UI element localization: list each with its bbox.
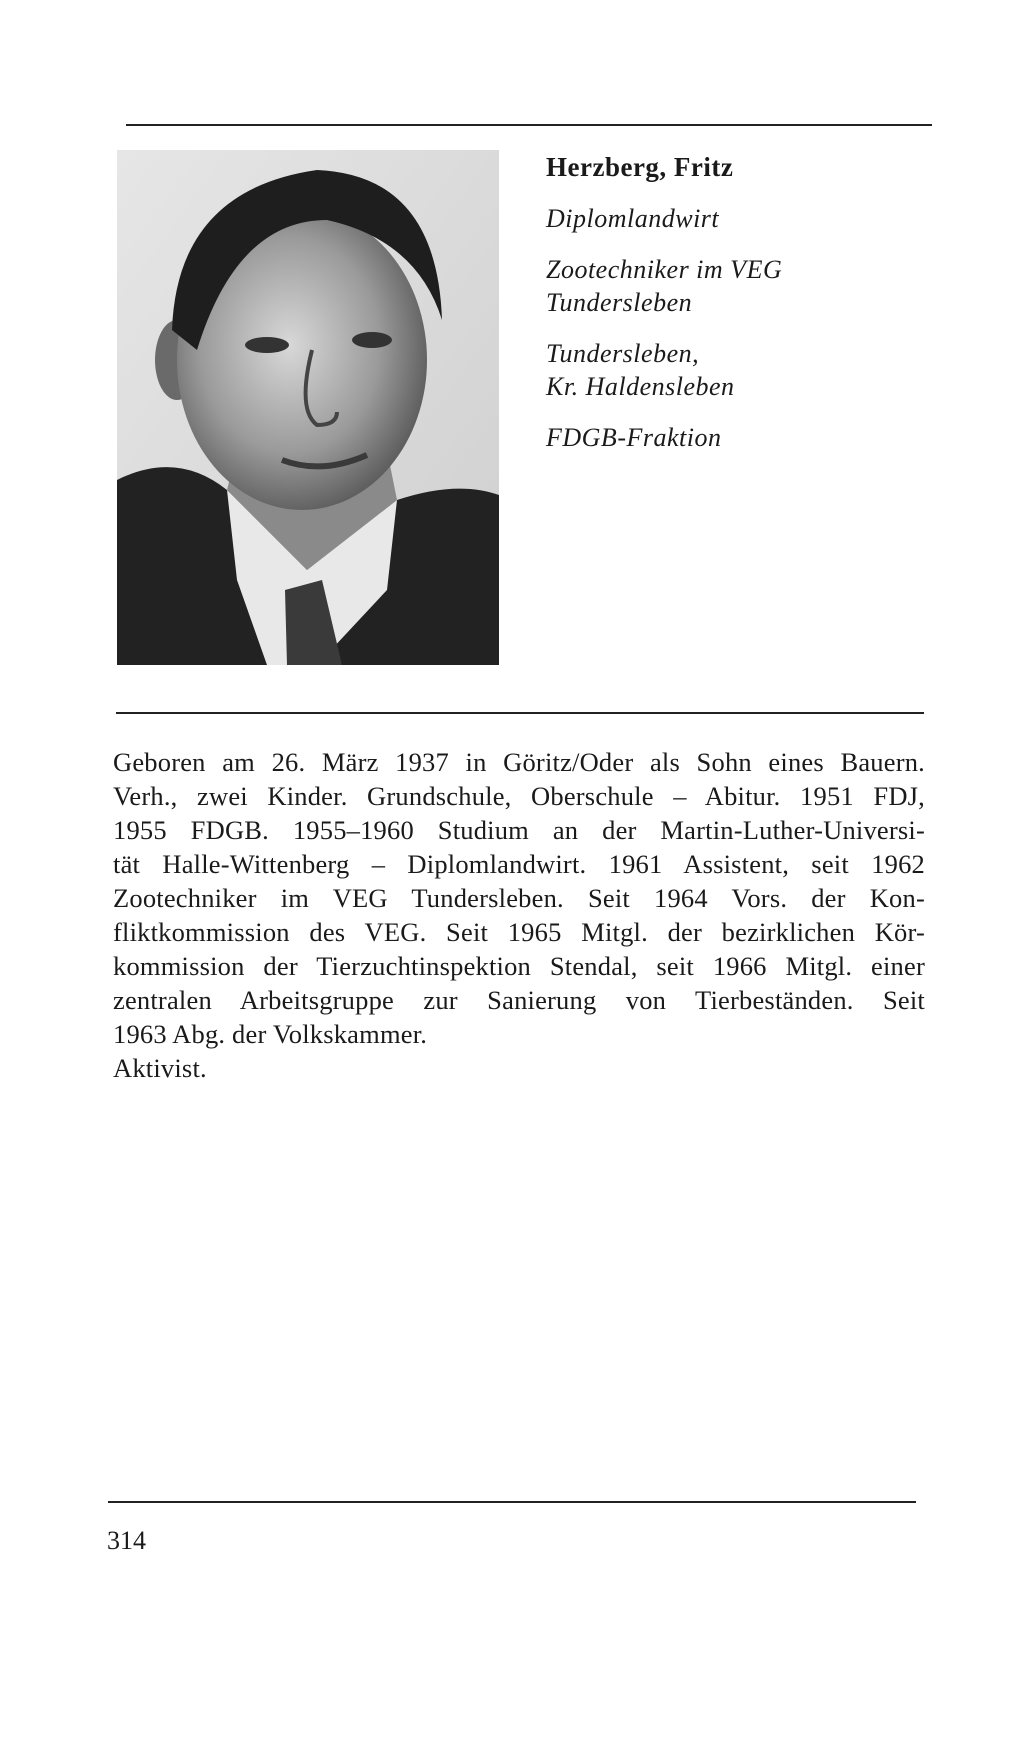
biography-line: Geboren am 26. März 1937 in Göritz/Oder als Sohn eines Bauern. (113, 747, 925, 777)
residence-line: Kr. Haldensleben (546, 372, 735, 401)
position-line: Zootechniker im VEG (546, 255, 783, 284)
middle-rule (116, 712, 924, 714)
position-line: Tundersleben (546, 288, 693, 317)
residence-line: Tundersleben, (546, 339, 700, 368)
biography-line: 1955 FDGB. 1955–1960 Studium an der Martin-Luther-Universi- (113, 815, 925, 845)
person-name: Herzberg, Fritz (546, 152, 734, 182)
position-block (546, 253, 926, 319)
biography-line: 1963 Abg. der Volkskammer. (113, 1019, 428, 1049)
faction-block (546, 421, 926, 454)
biography-line: Zootechniker im VEG Tundersleben. Seit 1964 Vors. der Kon- (113, 883, 925, 913)
biography-line: Verh., zwei Kinder. Grundschule, Oberschule – Abitur. 1951 FDJ, (113, 781, 925, 811)
biography-line: Aktivist. (113, 1053, 207, 1083)
bottom-rule (108, 1501, 916, 1503)
biography-line: zentralen Arbeitsgruppe zur Sanierung von Tierbeständen. Seit (113, 985, 925, 1015)
title-block (546, 202, 926, 235)
person-faction: FDGB-Fraktion (546, 423, 722, 452)
biography-line: fliktkommission des VEG. Seit 1965 Mitgl. der bezirklichen Kör- (113, 917, 925, 947)
biography-text (113, 745, 925, 1085)
biography-line: tät Halle-Wittenberg – Diplomlandwirt. 1961 Assistent, seit 1962 (113, 849, 925, 879)
top-rule (126, 124, 932, 126)
person-header (546, 150, 926, 472)
person-title: Diplomlandwirt (546, 204, 720, 233)
residence-block (546, 337, 926, 403)
portrait-photo (117, 150, 499, 665)
page-number: 314 (107, 1526, 146, 1555)
biography-line: kommission der Tierzuchtinspektion Stendal, seit 1966 Mitgl. einer (113, 951, 925, 981)
